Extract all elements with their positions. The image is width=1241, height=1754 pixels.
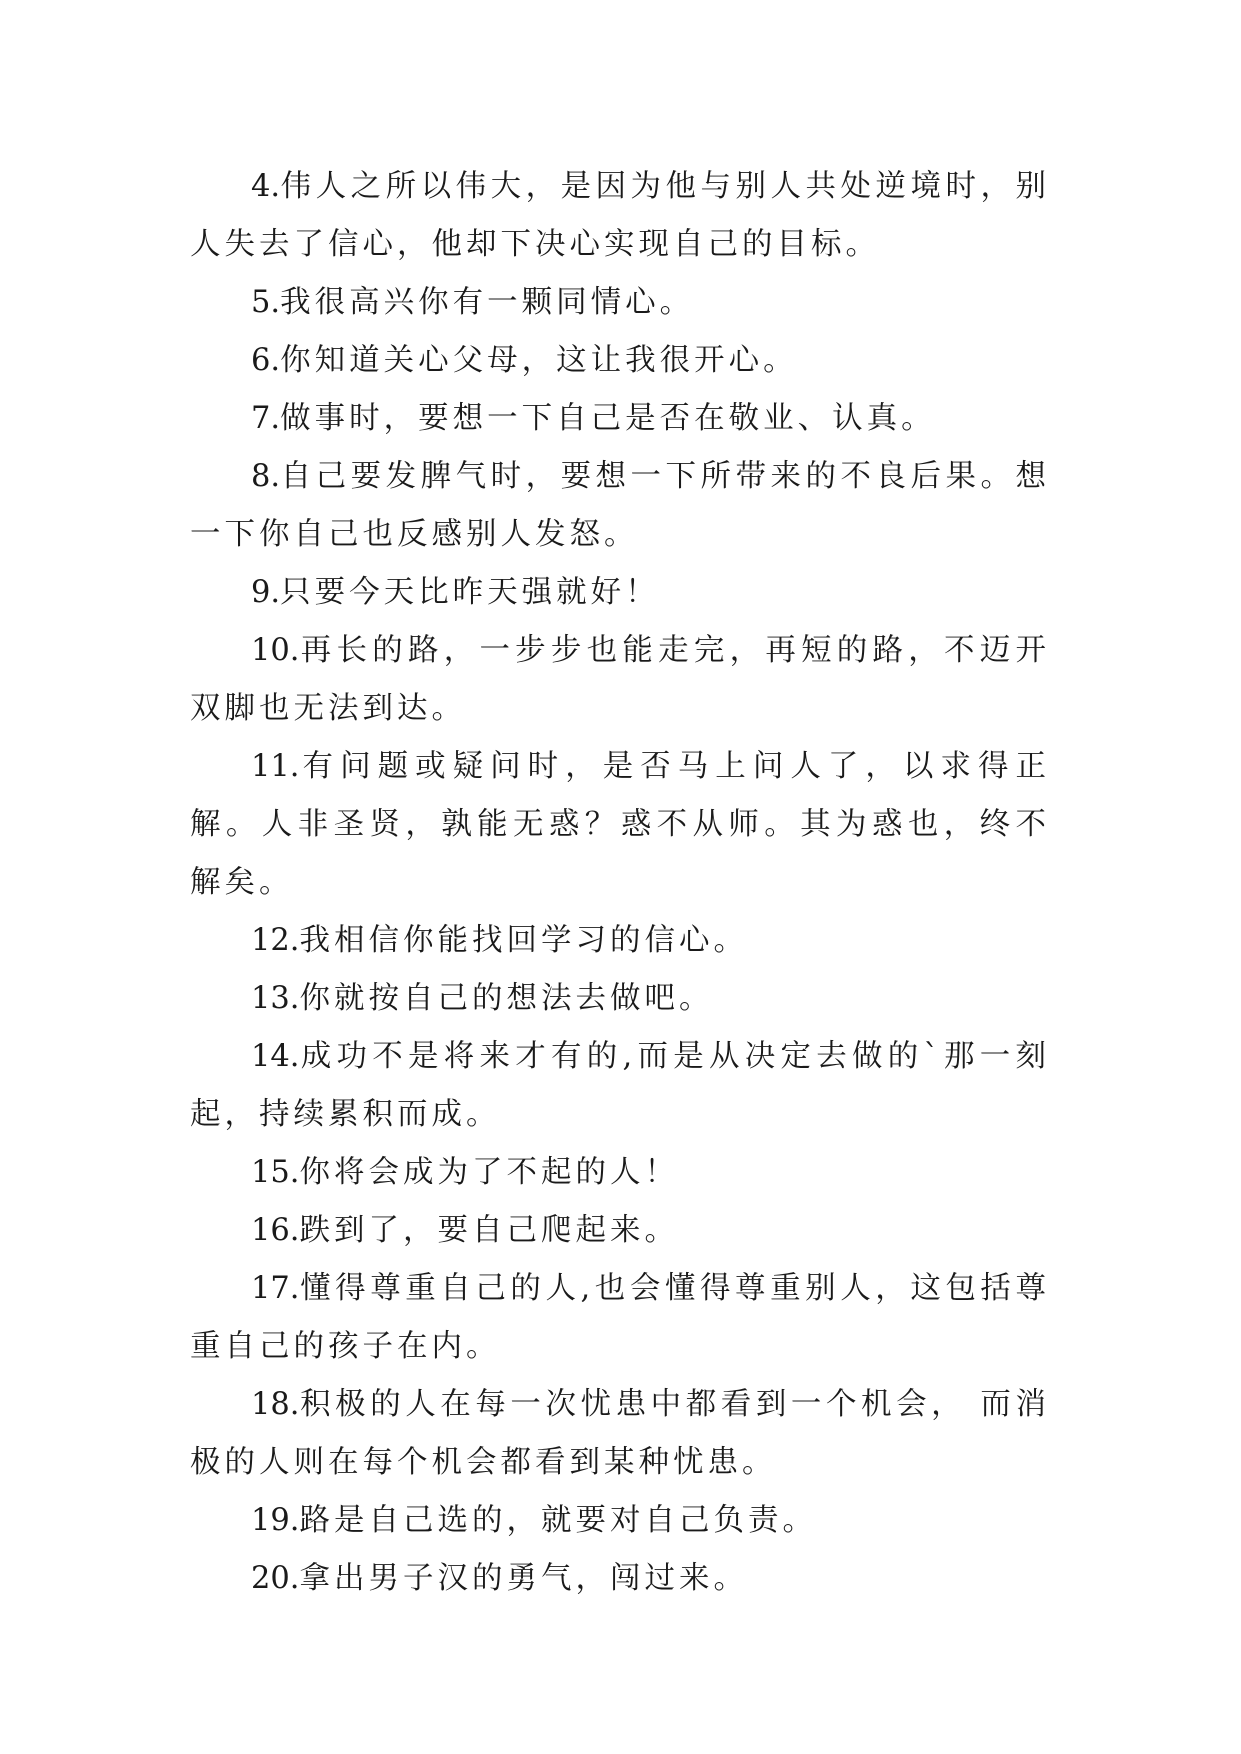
item-number: 12. (251, 923, 300, 958)
list-item (190, 274, 1050, 332)
item-number: 17. (251, 1271, 300, 1306)
item-text: 路是自己选的，就要对自己负责。 (299, 1503, 818, 1538)
item-text: 跌到了，要自己爬起来。 (299, 1213, 680, 1248)
list-item (190, 448, 1050, 564)
item-text: 有问题或疑问时，是否马上问人了，以求得正解。人非圣贤，孰能无惑？惑不从师。其为惑也，终不解矣。 (190, 749, 1050, 900)
list-item (190, 970, 1050, 1028)
item-number: 8. (251, 459, 281, 494)
item-number: 14. (251, 1039, 300, 1074)
item-number: 11. (251, 749, 300, 784)
item-number: 4. (251, 169, 281, 204)
list-item (190, 1144, 1050, 1202)
item-text: 我很高兴你有一颗同情心。 (280, 285, 695, 320)
item-text: 你就按自己的想法去做吧。 (299, 981, 714, 1016)
list-item (190, 1550, 1050, 1608)
list-item (190, 1260, 1050, 1376)
item-number: 13. (251, 981, 300, 1016)
item-text: 你知道关心父母，这让我很开心。 (280, 343, 798, 378)
list-item (190, 912, 1050, 970)
list-item (190, 332, 1050, 390)
item-text: 再长的路，一步步也能走完，再短的路，不迈开双脚也无法到达。 (190, 633, 1050, 726)
item-number: 7. (251, 401, 281, 436)
item-text: 自己要发脾气时，要想一下所带来的不良后果。想一下你自己也反感别人发怒。 (190, 459, 1050, 552)
item-number: 20. (251, 1561, 300, 1596)
list-item (190, 390, 1050, 448)
item-number: 15. (251, 1155, 300, 1190)
item-text: 你将会成为了不起的人！ (299, 1155, 680, 1190)
list-item (190, 622, 1050, 738)
item-text: 成功不是将来才有的,而是从决定去做的`那一刻起，持续累积而成。 (190, 1039, 1050, 1132)
item-number: 19. (251, 1503, 300, 1538)
list-item (190, 1492, 1050, 1550)
list-item (190, 158, 1050, 274)
item-text: 做事时，要想一下自己是否在敬业、认真。 (280, 401, 936, 436)
item-text: 懂得尊重自己的人,也会懂得尊重别人，这包括尊重自己的孩子在内。 (190, 1271, 1050, 1364)
list-item (190, 1028, 1050, 1144)
item-text: 只要今天比昨天强就好！ (280, 575, 660, 610)
item-text: 伟人之所以伟大，是因为他与别人共处逆境时，别人失去了信心，他却下决心实现自己的目标。 (190, 169, 1050, 262)
item-text: 积极的人在每一次忧患中都看到一个机会， 而消极的人则在每个机会都看到某种忧患。 (190, 1387, 1050, 1480)
item-number: 5. (251, 285, 281, 320)
item-text: 拿出男子汉的勇气，闯过来。 (299, 1561, 749, 1596)
item-number: 16. (251, 1213, 300, 1248)
item-number: 10. (251, 633, 300, 668)
list-item (190, 564, 1050, 622)
item-text: 我相信你能找回学习的信心。 (299, 923, 749, 958)
list-item (190, 1376, 1050, 1492)
list-item (190, 738, 1050, 912)
document-body (190, 158, 1050, 1608)
item-number: 6. (251, 343, 281, 378)
item-number: 18. (251, 1387, 300, 1422)
item-number: 9. (251, 575, 281, 610)
list-item (190, 1202, 1050, 1260)
